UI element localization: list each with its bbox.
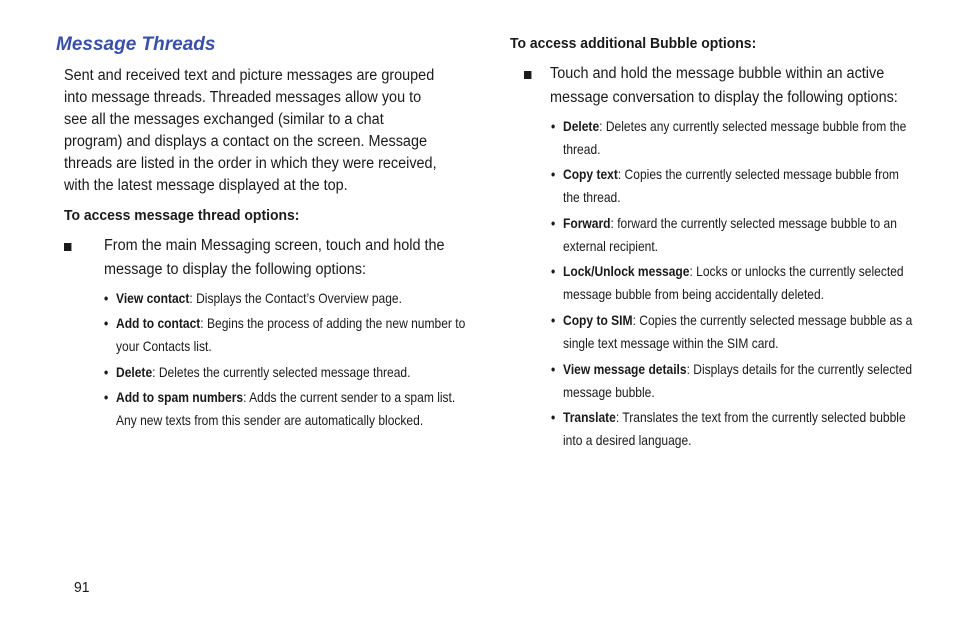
bubble-step-item [524, 62, 924, 110]
option-term: Copy to SIM [563, 312, 633, 328]
option-term: Delete [563, 118, 600, 134]
section-title: Message Threads [56, 34, 216, 55]
thread-step-text: From the main Messaging screen, touch and hold the message to display the following options: [103, 237, 445, 278]
option-delete-thread: • Delete: Deletes the currently selected message thread. [103, 364, 411, 380]
option-view-contact: • View contact: Displays the Contact’s Overview page. [103, 290, 402, 306]
option-desc: : Begins the process of adding the new number to your Contacts list. [116, 315, 466, 354]
option-desc: : Deletes any currently selected message bubble from the thread. [563, 118, 907, 157]
option-term: Add to spam numbers [116, 389, 244, 405]
option-desc: : Adds the current sender to a spam list. Any new texts from this sender are automatically blocked. [116, 389, 456, 428]
option-term: View message details [563, 361, 687, 377]
option-delete-bubble: • Delete: Deletes any currently selected message bubble from the thread. [550, 118, 907, 157]
bubble-options-subheading: To access additional Bubble options: [510, 35, 757, 52]
thread-options-subheading: To access message thread options: [64, 207, 300, 224]
option-desc: : Copies the currently selected message bubble as a single text message within the SIM card. [563, 312, 913, 351]
option-term: Copy text [563, 166, 618, 182]
option-desc: : Copies the currently selected message bubble from the thread. [563, 166, 899, 205]
option-lock-unlock: • Lock/Unlock message: Locks or unlocks the currently selected message bubble from being accidentally deleted. [550, 263, 904, 302]
option-forward: • Forward: forward the currently selected message bubble to an external recipient. [550, 215, 897, 254]
option-add-to-contact: • Add to contact: Begins the process of adding the new number to your Contacts list. [103, 315, 466, 354]
option-desc: : Displays the Contact’s Overview page. [189, 290, 402, 306]
thread-step-item [64, 234, 464, 282]
option-desc: : Locks or unlocks the currently selected message bubble from being accidentally deleted. [563, 263, 904, 302]
option-desc: : Translates the text from the currently selected bubble into a desired language. [563, 409, 906, 448]
option-desc: : Displays details for the currently selected message bubble. [563, 361, 913, 400]
page-number: 91 [74, 579, 90, 596]
option-add-to-spam: • Add to spam numbers: Adds the current sender to a spam list. Any new texts from this sender are automatically blocked. [103, 389, 456, 428]
option-term: Delete [116, 364, 153, 380]
option-desc: : forward the currently selected message bubble to an external recipient. [563, 215, 897, 254]
option-translate: • Translate: Translates the text from the currently selected bubble into a desired language. [550, 409, 906, 448]
bubble-step-text: Touch and hold the message bubble within an active message conversation to display the following options: [550, 65, 898, 106]
square-bullet-icon [524, 71, 531, 79]
option-view-message-details: • View message details: Displays details for the currently selected message bubble. [550, 361, 913, 400]
option-term: Add to contact [116, 315, 201, 331]
option-term: Forward [563, 215, 611, 231]
option-copy-to-sim: • Copy to SIM: Copies the currently selected message bubble as a single text message within the SIM card. [550, 312, 913, 351]
option-term: Translate [563, 409, 616, 425]
option-copy-text: • Copy text: Copies the currently selected message bubble from the thread. [550, 166, 899, 205]
option-desc: : Deletes the currently selected message thread. [152, 364, 411, 380]
option-term: Lock/Unlock message [563, 263, 690, 279]
option-term: View contact [116, 290, 190, 306]
intro-paragraph: Sent and received text and picture messages are grouped into message threads. Threaded messages allow you to see all the messages exchanged (similar to a chat program) and displays a contact on the screen. Message threads are listed in the order in which they were received, with the latest message displayed at the top. [64, 67, 437, 194]
square-bullet-icon [64, 243, 71, 251]
